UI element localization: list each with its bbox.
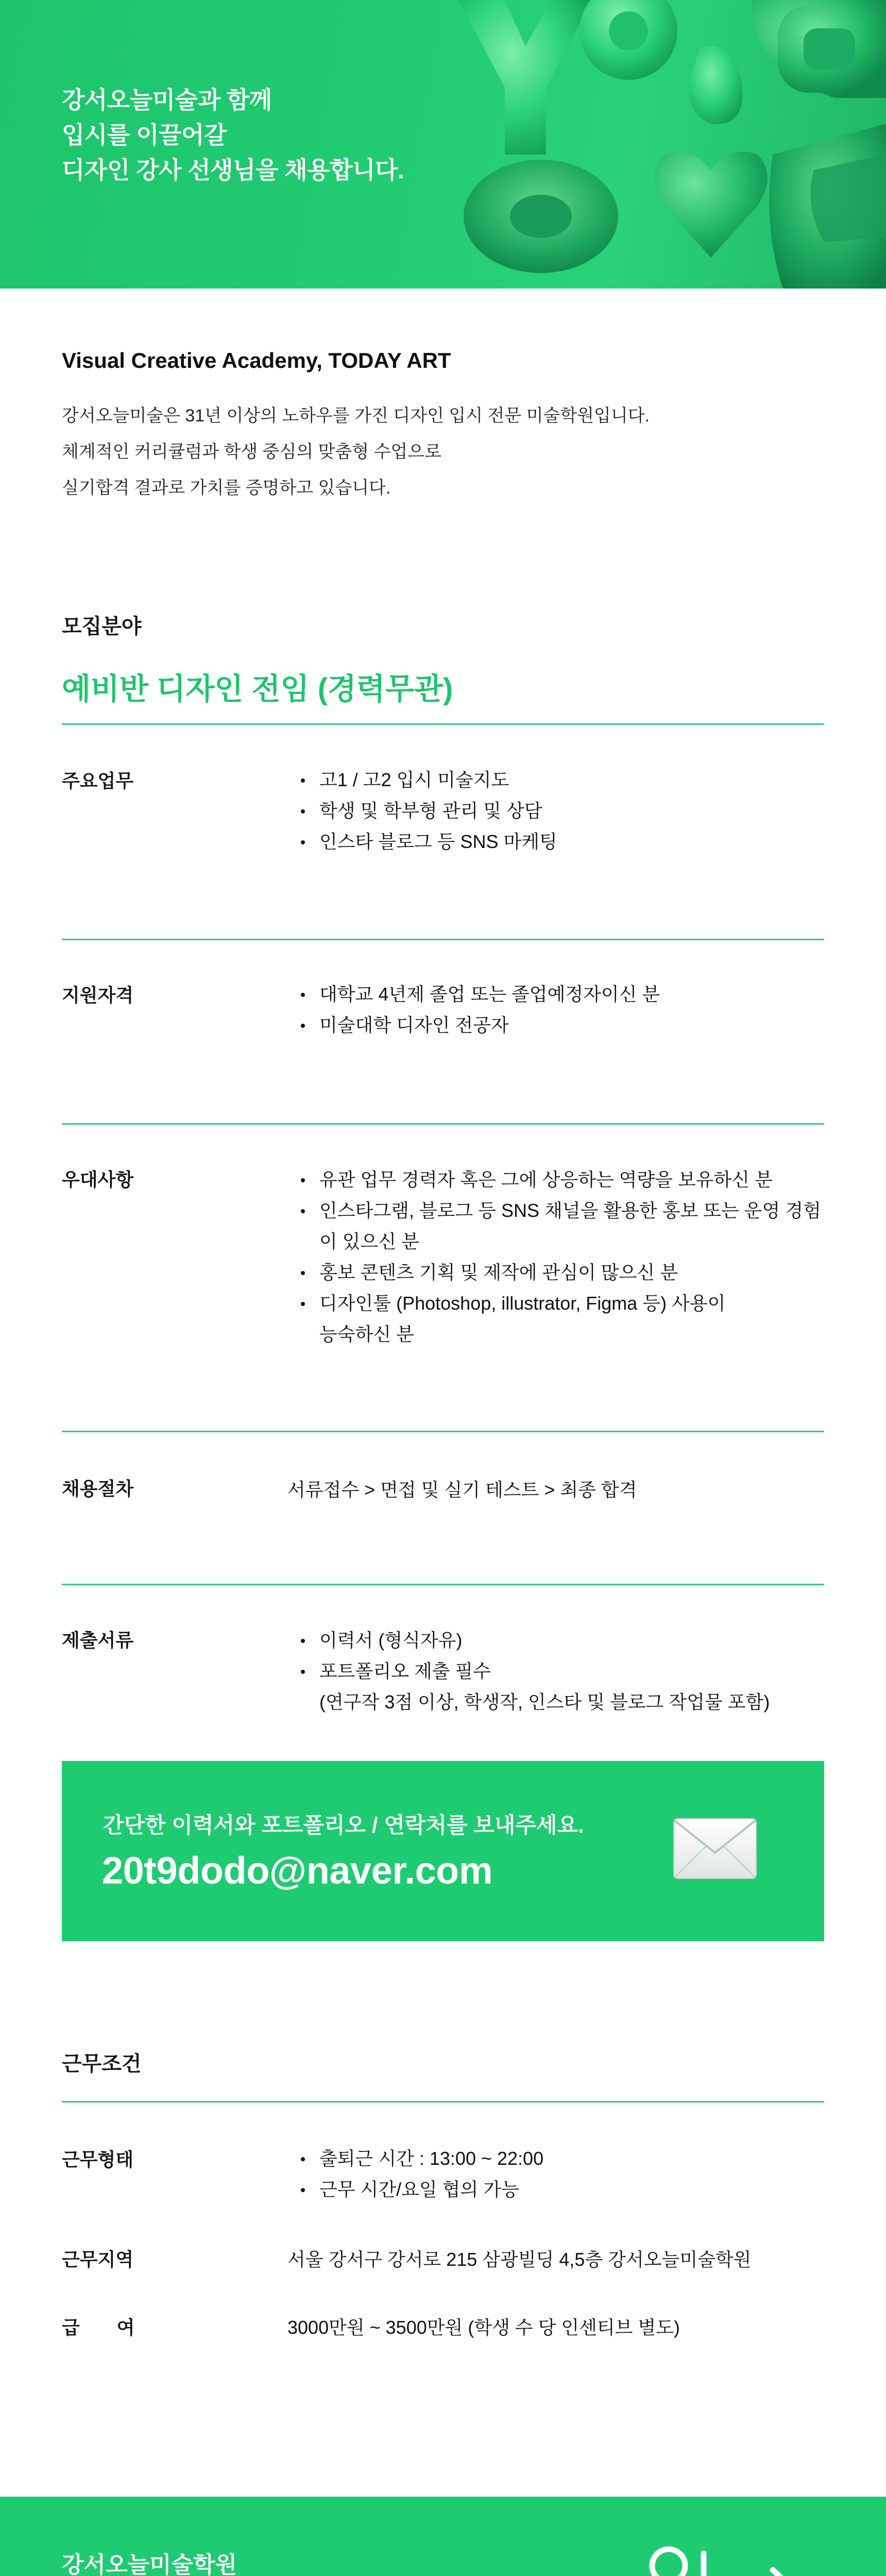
salary-text: 3000만원 ~ 3500만원 (학생 수 당 인센티브 별도): [287, 2317, 680, 2338]
intro-line: 체계적인 커리큘럼과 학생 중심의 맞춤형 수업으로: [62, 442, 441, 462]
contact-box: [62, 1761, 824, 1941]
process-text: 서류접수 > 면접 및 실기 테스트 > 최종 합격: [287, 1479, 637, 1500]
work-type-list: [298, 2143, 543, 2205]
work-location-text: 서울 강서구 강서로 215 삼광빌딩 4,5층 강서오늘미술학원: [287, 2249, 752, 2270]
hero-title-line: 디자인 강사 선생님을 채용합니다.: [62, 157, 404, 183]
duties-label: 주요업무: [62, 770, 134, 791]
footer-academy-name: 강서오늘미술학원: [62, 2552, 237, 2576]
process-label: 채용절차: [62, 1478, 134, 1499]
list-item: 인스타 블로그 등 SNS 마케팅: [298, 826, 557, 857]
intro-heading: Visual Creative Academy, TODAY ART: [62, 348, 451, 372]
salary-label: 급 여: [62, 2317, 135, 2338]
position-title: 예비반 디자인 전임 (경력무관): [62, 672, 453, 706]
list-item: 디자인툴 (Photoshop, illustrator, Figma 등) 사용이 능숙하신 분: [298, 1288, 821, 1350]
list-item: 이력서 (형식자유): [298, 1625, 770, 1656]
contact-email-link[interactable]: 20t9dodo@naver.com: [102, 1849, 493, 1892]
footer: [0, 2497, 886, 2576]
documents-list: [298, 1625, 770, 1718]
documents-label: 제출서류: [62, 1630, 134, 1651]
list-item: 유관 업무 경력자 혹은 그에 상응하는 역량을 보유하신 분: [298, 1164, 821, 1195]
recruit-section-label: 모집분야: [62, 615, 142, 638]
conditions-section-label: 근무조건: [62, 2053, 142, 2075]
hero-banner: [0, 0, 886, 289]
divider: [62, 1584, 824, 1585]
list-item: 포트폴리오 제출 필수 (연구작 3점 이상, 학생작, 인스타 및 블로그 작업물 포함): [298, 1656, 770, 1718]
list-item: 근무 시간/요일 협의 가능: [298, 2174, 543, 2205]
contact-lead: 간단한 이력서와 포트폴리오 / 연락처를 보내주세요.: [103, 1813, 584, 1837]
list-item: 홍보 콘텐츠 기획 및 제작에 관심이 많으신 분: [298, 1257, 821, 1288]
list-item: 고1 / 고2 입시 미술지도: [298, 765, 557, 795]
divider: [62, 723, 824, 725]
duties-list: [298, 765, 557, 857]
hero-title-line: 강서오늘미술과 함께: [62, 87, 272, 113]
academy-logo: [644, 2543, 798, 2576]
list-item: 미술대학 디자인 전공자: [298, 1010, 660, 1041]
list-item: 인스타그램, 블로그 등 SNS 채널을 활용한 홍보 또는 운영 경험 이 있으신 분: [298, 1195, 821, 1257]
hero-title: [62, 82, 404, 188]
intro-line: 실기합격 결과로 가치를 증명하고 있습니다.: [62, 478, 391, 498]
preferred-list: [298, 1164, 821, 1350]
hero-title-line: 입시를 이끌어갈: [62, 122, 227, 148]
divider: [62, 1123, 824, 1125]
preferred-label: 우대사항: [62, 1169, 134, 1190]
list-item: 학생 및 학부형 관리 및 상담: [298, 795, 557, 826]
divider: [62, 2101, 824, 2103]
work-type-label: 근무형태: [62, 2149, 134, 2170]
qualifications-list: [298, 979, 660, 1041]
intro-line: 강서오늘미술은 31년 이상의 노하우를 가진 디자인 입시 전문 미술학원입니다.: [62, 406, 650, 426]
list-item: 대학교 4년제 졸업 또는 졸업예정자이신 분: [298, 979, 660, 1010]
envelope-icon: [673, 1818, 757, 1879]
hero-3d-letters-illustration: [443, 0, 886, 289]
qualifications-label: 지원자격: [62, 985, 134, 1006]
work-location-label: 근무지역: [62, 2249, 134, 2270]
divider: [62, 939, 824, 940]
list-item: 출퇴근 시간 : 13:00 ~ 22:00: [298, 2143, 543, 2174]
intro-description: [62, 398, 650, 506]
divider: [62, 1431, 824, 1432]
